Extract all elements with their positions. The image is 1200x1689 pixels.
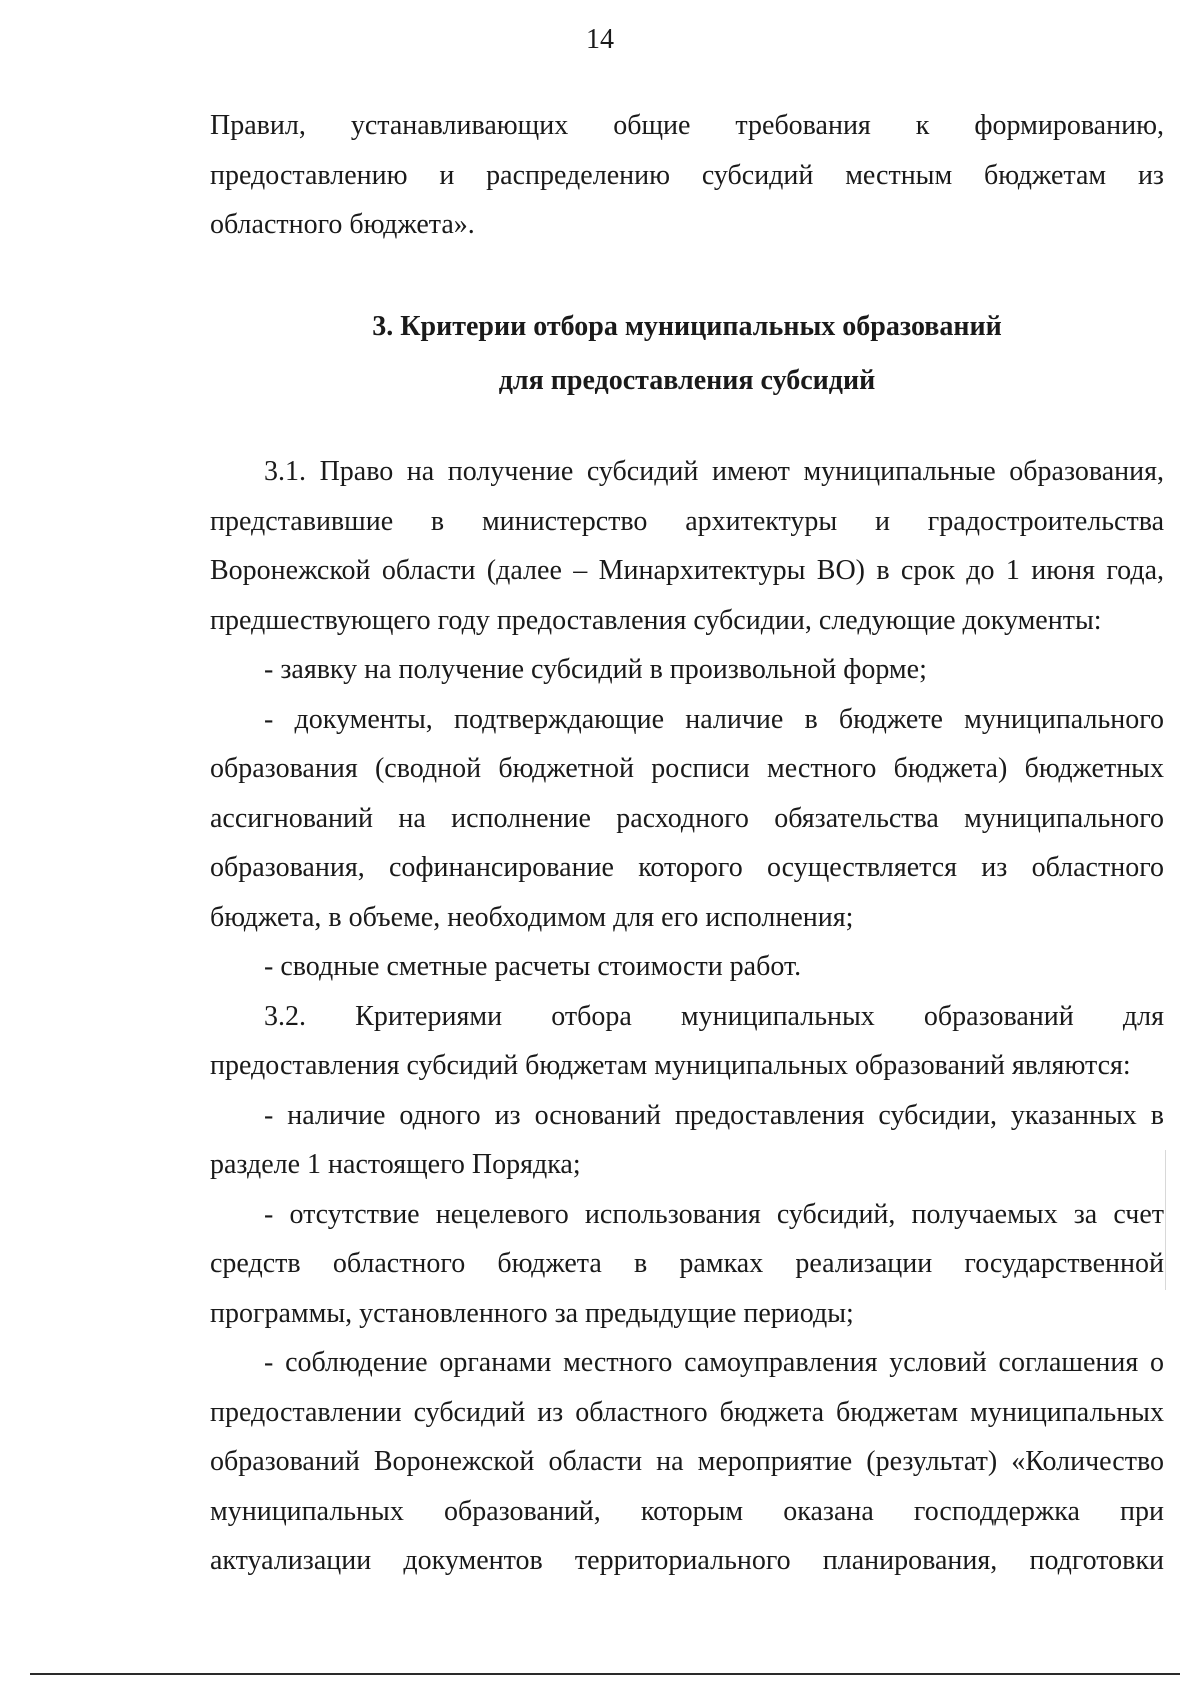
text-line: образований Воронежской области на мероприятие (результат) «Количество [210,1446,1164,1477]
list-item: - наличие одного из оснований предоставления субсидии, указанных в [264,1099,1164,1131]
text-line: образования, софинансирование которого осуществляется из областного [210,852,1164,883]
text-line: средств областного бюджета в рамках реализации государственной [210,1248,1164,1279]
scan-artifact [1165,1150,1166,1290]
list-item: - сводные сметные расчеты стоимости работ. [264,951,802,982]
text-line: представившие в министерство архитектуры и градостроительства [210,505,1164,537]
text-line: предоставлению и распределению субсидий местным бюджетам из [210,159,1164,191]
list-item: - отсутствие нецелевого использования субсидий, получаемых за счет [264,1198,1164,1230]
text-line: Правил, устанавливающих общие требования к формированию, [210,110,1164,141]
page-number: 14 [586,24,614,55]
text-line: предоставления субсидий бюджетам муниципальных образований являются: [210,1050,1131,1081]
text-line: 3.1. Право на получение субсидий имеют муниципальные образования, [264,456,1164,487]
text-line: предшествующего году предоставления субсидии, следующие документы: [210,604,1102,636]
text-line: предоставлении субсидий из областного бюджета бюджетам муниципальных [210,1396,1164,1428]
text-line: образования (сводной бюджетной росписи местного бюджета) бюджетных [210,753,1164,784]
section-heading [210,300,1164,408]
section-body [210,447,1164,1586]
text-line: бюджета, в объеме, необходимом для его исполнения; [210,901,854,933]
text-line: муниципальных образований, которым оказана господдержка при [210,1495,1164,1527]
text-line: Воронежской области (далее – Минархитектуры ВО) в срок до 1 июня года, [210,555,1164,586]
text-line: областного бюджета». [210,209,475,240]
text-line: 3.2. Критериями отбора муниципальных образований для [264,1000,1164,1032]
continuation-paragraph [210,101,1164,250]
text-line: ассигнований на исполнение расходного обязательства муниципального [210,802,1164,834]
section-heading-line: для предоставления субсидий [498,365,876,396]
page-bottom-rule [30,1673,1180,1675]
list-item: - соблюдение органами местного самоуправления условий соглашения о [264,1347,1164,1378]
list-item: - заявку на получение субсидий в произвольной форме; [264,654,927,685]
text-line: актуализации документов территориального планирования, подготовки [210,1545,1164,1576]
section-heading-line: 3. Критерии отбора муниципальных образований [372,311,1002,342]
list-item: - документы, подтверждающие наличие в бюджете муниципального [264,703,1164,735]
text-line: разделе 1 настоящего Порядка; [210,1149,581,1180]
text-line: программы, установленного за предыдущие периоды; [210,1297,854,1329]
